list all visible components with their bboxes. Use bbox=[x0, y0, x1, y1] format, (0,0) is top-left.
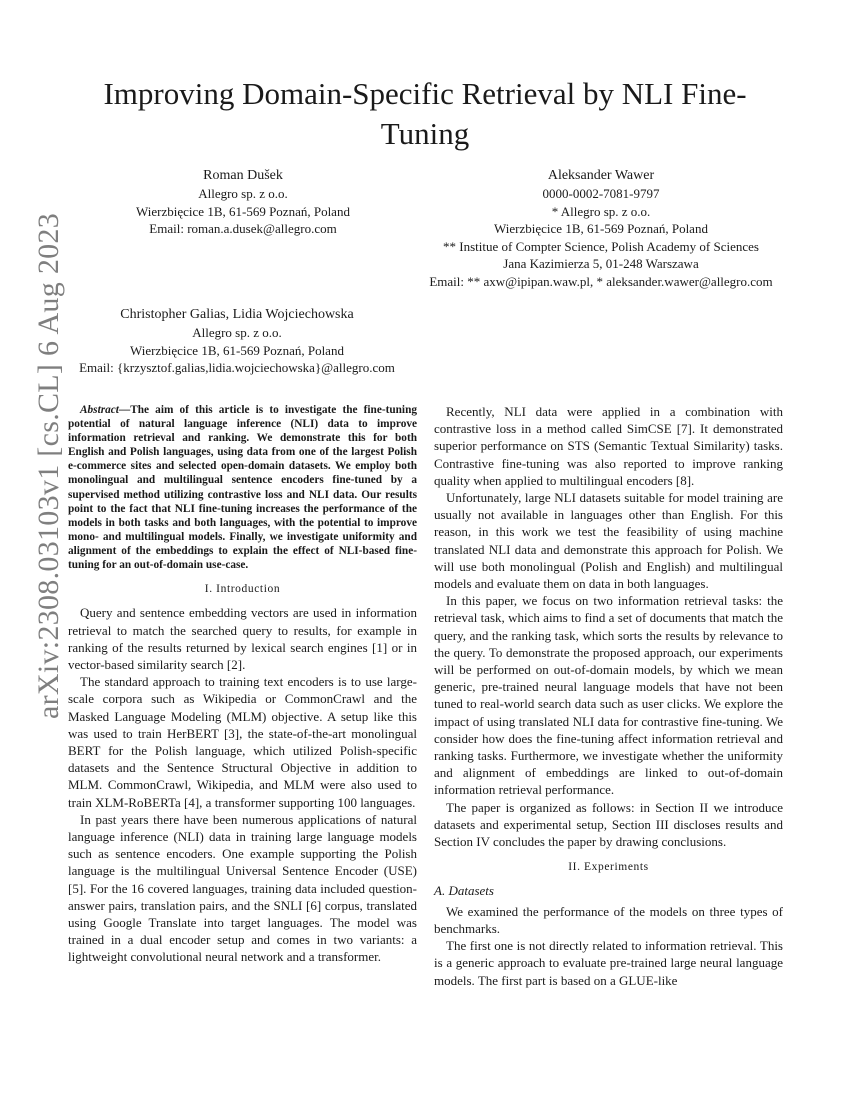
body-paragraph: Query and sentence embedding vectors are used in information retrieval to match the searched query to results, for example in ranking of the results returned by lexical search engines [1] or in vector-based similarity search [2]. bbox=[68, 605, 417, 672]
abstract-text: —The aim of this article is to investigate the fine-tuning potential of natural language inference (NLI) data to improve information retrieval and ranking. We demonstrate this for both English and Polish languages, using data from one of the largest Polish e-commerce sites and selected open-domain datasets. We employ both monolingual and multilingual sentence encoders fine-tuned by a supervised method utilizing contrastive loss and NLI data. Our results point to the fact that NLI fine-tuning increases the performance of the models in both tasks and both languages, with the potential to improve mono- and multilingual models. Finally, we investigate uniformity and alignment of the embeddings to explain the effect of NLI-based fine-tuning for an out-of-domain use-case. bbox=[68, 404, 417, 572]
author-address: Wierzbięcice 1B, 61-569 Poznań, Poland bbox=[130, 342, 344, 358]
left-column bbox=[68, 403, 417, 966]
body-paragraph: Unfortunately, large NLI datasets suitable for model training are usually not available in languages other than English. For this reason, in this work we test the feasibility of using machine translated NLI data and demonstrate this approach for Polish. We will use both monolingual (Polish and English) and multilingual models and evaluate them on data in both languages. bbox=[434, 490, 783, 592]
right-column bbox=[434, 403, 783, 989]
author-email: Email: roman.a.dusek@allegro.com bbox=[149, 221, 337, 236]
author-orcid: 0000-0002-7081-9797 bbox=[542, 186, 660, 201]
body-paragraph: The first one is not directly related to information retrieval. This is a generic approach to evaluate pre-trained large neural language models. The first part is based on a GLUE-like bbox=[434, 938, 783, 988]
paper-title: Improving Domain-Specific Retrieval by NLI Fine-Tuning bbox=[103, 76, 747, 151]
author-email: Email: ** axw@ipipan.waw.pl, * aleksander.wawer@allegro.com bbox=[429, 273, 773, 289]
body-paragraph: The paper is organized as follows: in Section II we introduce datasets and experimental setup, Section III discloses results and Section IV concludes the paper by drawing conclusions. bbox=[434, 799, 783, 850]
author-address: Wierzbięcice 1B, 61-569 Poznań, Poland bbox=[494, 221, 708, 236]
author-affiliation-secondary: ** Institue of Compter Science, Polish Academy of Sciences bbox=[443, 238, 759, 254]
body-paragraph: We examined the performance of the models on three types of benchmarks. bbox=[434, 903, 783, 936]
section-heading-experiments: II. Experiments bbox=[568, 861, 649, 874]
subsection-heading-datasets: A. Datasets bbox=[434, 883, 494, 899]
body-paragraph: In past years there have been numerous applications of natural language inference (NLI) data in training large language models such as sentence encoders. One example supporting the Polish language is the multilingual Universal Sentence Encoder (USE) [5]. For the 16 covered languages, training data included question-answer pairs, translation pairs, and the SNLI [6] corpus, translated using Google Translate into target languages. The model was trained in a dual encoder setup and comes in two variants: a lightweight convolutional neural network and a transformer. bbox=[68, 811, 417, 965]
author-email: Email: {krzysztof.galias,lidia.wojciechowska}@allegro.com bbox=[79, 360, 395, 375]
body-paragraph: Recently, NLI data were applied in a combination with contrastive loss in a method called SimCSE [7]. It demonstrated superior performance on STS (Semantic Textual Similarity) tasks. Contrastive fine-tuning was also reported to improve ranking quality when applied to multilingual encoders [8]. bbox=[434, 404, 783, 488]
author-affiliation: Allegro sp. z o.o. bbox=[198, 186, 288, 201]
author-name: Roman Dušek bbox=[203, 168, 283, 183]
arxiv-identifier-stamp: arXiv:2308.03103v1 [cs.CL] 6 Aug 2023 bbox=[32, 212, 65, 720]
author-block-dusek bbox=[88, 166, 398, 238]
author-affiliation: Allegro sp. z o.o. bbox=[192, 325, 282, 340]
author-affiliation: * Allegro sp. z o.o. bbox=[551, 203, 651, 219]
section-heading-introduction: I. Introduction bbox=[204, 583, 281, 596]
author-address-secondary: Jana Kazimierza 5, 01-248 Warszawa bbox=[503, 256, 699, 271]
author-address: Wierzbięcice 1B, 61-569 Poznań, Poland bbox=[136, 203, 350, 219]
author-name: Christopher Galias, Lidia Wojciechowska bbox=[120, 307, 354, 322]
author-block-wawer bbox=[409, 166, 793, 290]
body-paragraph: In this paper, we focus on two information retrieval tasks: the retrieval task, which aims to find a set of documents that match the query, and the ranking task, which sorts the results by relevance to the query. To demonstrate the proposed approach, our experiments will be performed on out-of-domain models, by which we mean generic, pre-trained neural language models that have not been tuned to real-world search data such as user clicks. We explore the impact of using translated NLI data for contrastive fine-tuning. We consider how does the fine-tuning affect information retrieval and ranking tasks. Furthermore, we investigate whether the uniformity and alignment of embeddings are linked to out-of-domain information retrieval performance. bbox=[434, 593, 783, 798]
body-paragraph: The standard approach to training text encoders is to use large-scale corpora such as Wikipedia or CommonCrawl and the Masked Language Modeling (MLM) objective. A setup like this was used to train HerBERT [3], the state-of-the-art monolingual BERT for the Polish language, which utilized Polish-specific datasets and the Sentence Structural Objective in addition to MLM. CommonCrawl, Wikipedia, and MLM were also used to train XLM-RoBERTa [4], a transformer supporting 100 languages. bbox=[68, 674, 417, 810]
author-name: Aleksander Wawer bbox=[547, 168, 655, 183]
abstract bbox=[68, 403, 417, 572]
abstract-label: Abstract bbox=[80, 404, 119, 416]
author-block-galias-wojciechowska bbox=[60, 305, 414, 377]
